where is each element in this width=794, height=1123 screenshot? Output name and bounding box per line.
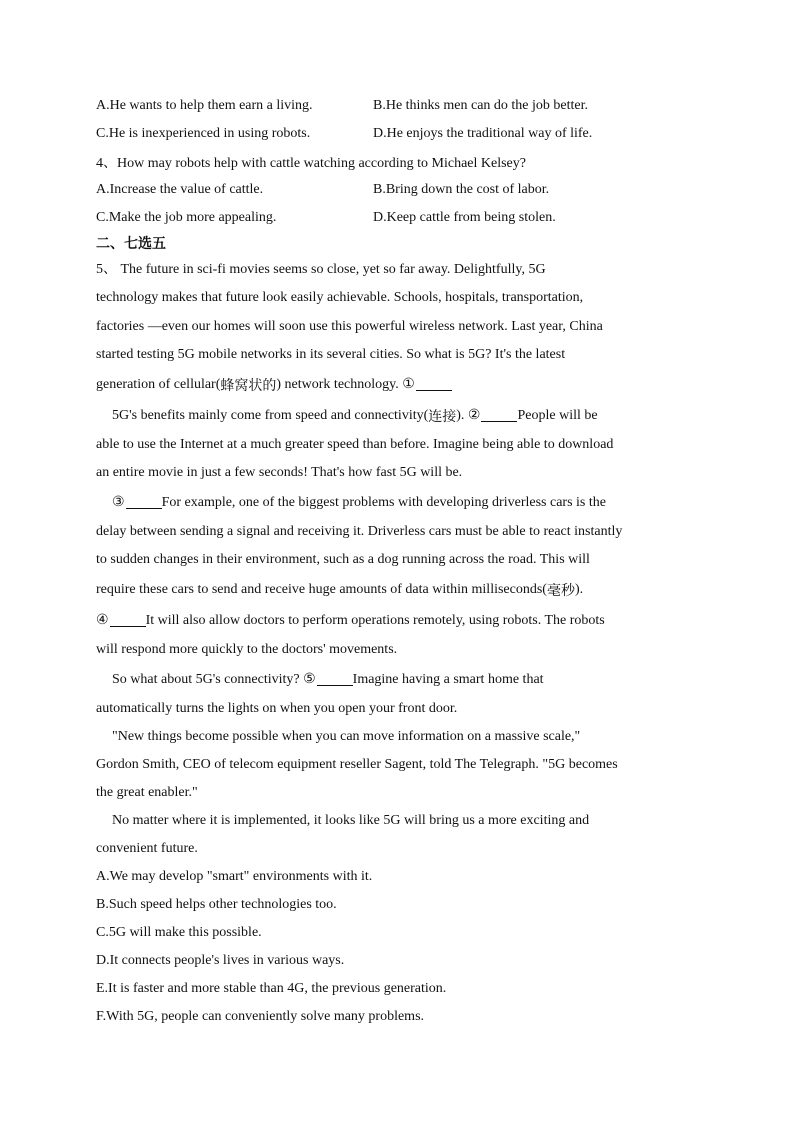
passage-text: It will also allow doctors to perform operations remotely, using robots. The robots [145,612,605,628]
passage-line [96,574,706,605]
choice-option: A.We may develop "smart" environments with it. [96,869,373,884]
q4-stem: 4、How may robots help with cattle watching according to Michael Kelsey? [96,156,526,171]
q3-options-row-1 [96,92,706,120]
answer-blank-2[interactable] [481,409,517,422]
passage-line [96,487,706,518]
chinese-gloss: 毫秒 [546,582,575,599]
passage-text: For example, one of the biggest problems with developing driverless cars is the [161,494,606,510]
q4-option-c: C.Make the job more appealing. [96,210,277,225]
passage-line [96,664,706,695]
q3-option-b: B.He thinks men can do the job better. [373,98,589,113]
answer-blank-4[interactable] [110,614,146,627]
q3-options-row-2 [96,120,706,148]
q4-options-row-1 [96,176,706,204]
passage-line: Gordon Smith, CEO of telecom equipment reseller Sagent, told The Telegraph. "5G becomes [96,757,618,772]
passage-text: 5G's benefits mainly come from speed and connectivity( [112,407,429,423]
answer-blank-1[interactable] [416,378,452,391]
passage-text: ). ② [456,408,481,423]
q4-option-a: A.Increase the value of cattle. [96,182,264,197]
passage-line [96,605,706,636]
choice-option: C.5G will make this possible. [96,925,262,940]
chinese-gloss: 连接 [428,408,457,425]
passage-line: factories —even our homes will soon use this powerful wireless network. Last year, China [96,319,603,334]
q3-option-c: C.He is inexperienced in using robots. [96,126,311,141]
passage-line: No matter where it is implemented, it looks like 5G will bring us a more exciting and [112,813,590,828]
passage-text: ③ [112,495,125,510]
passage-line: 5、 The future in sci-fi movies seems so close, yet so far away. Delightfully, 5G [96,262,546,277]
passage-line: to sudden changes in their environment, such as a dog running across the road. This will [96,552,590,567]
passage-line: delay between sending a signal and receiving it. Driverless cars must be able to react instantly [96,524,623,539]
passage-line: able to use the Internet at a much greater speed than before. Imagine being able to download [96,437,614,452]
passage-line: automatically turns the lights on when you open your front door. [96,701,458,716]
passage-line [96,400,706,431]
q3-option-a: A.He wants to help them earn a living. [96,98,313,113]
passage-text: People will be [517,407,598,423]
q4-options-row-2 [96,204,706,232]
passage-text: require these cars to send and receive huge amounts of data within milliseconds( [96,581,547,597]
passage-text: So what about 5G's connectivity? ⑤ [112,672,316,687]
passage-line: an entire movie in just a few seconds! That's how fast 5G will be. [96,465,463,480]
worksheet-page [96,92,706,1031]
passage-line: technology makes that future look easily achievable. Schools, hospitals, transportation, [96,289,584,305]
section-title: 二、七选五 [96,236,166,252]
q4-option-d: D.Keep cattle from being stolen. [373,210,556,225]
chinese-gloss: 蜂窝状的 [220,377,277,394]
passage-line: started testing 5G mobile networks in its several cities. So what is 5G? It's the latest [96,347,566,362]
passage-text: generation of cellular( [96,376,221,392]
passage-line: the great enabler." [96,785,198,800]
passage-line [96,369,706,400]
q3-option-d: D.He enjoys the traditional way of life. [373,126,593,141]
q4-option-b: B.Bring down the cost of labor. [373,182,550,197]
passage-text: Imagine having a smart home that [352,671,544,687]
choice-option: F.With 5G, people can conveniently solve many problems. [96,1009,425,1024]
answer-blank-3[interactable] [126,496,162,509]
choice-option: D.It connects people's lives in various ways. [96,953,345,968]
choice-option: B.Such speed helps other technologies too. [96,897,337,912]
passage-line: will respond more quickly to the doctors' movements. [96,642,398,657]
passage-text: ). [574,581,584,597]
passage-text: ) network technology. ① [276,377,415,392]
passage-text: ④ [96,613,109,628]
answer-blank-5[interactable] [317,673,353,686]
choice-option: E.It is faster and more stable than 4G, the previous generation. [96,981,447,996]
passage-line: "New things become possible when you can move information on a massive scale," [112,729,581,744]
passage-line: convenient future. [96,841,198,856]
